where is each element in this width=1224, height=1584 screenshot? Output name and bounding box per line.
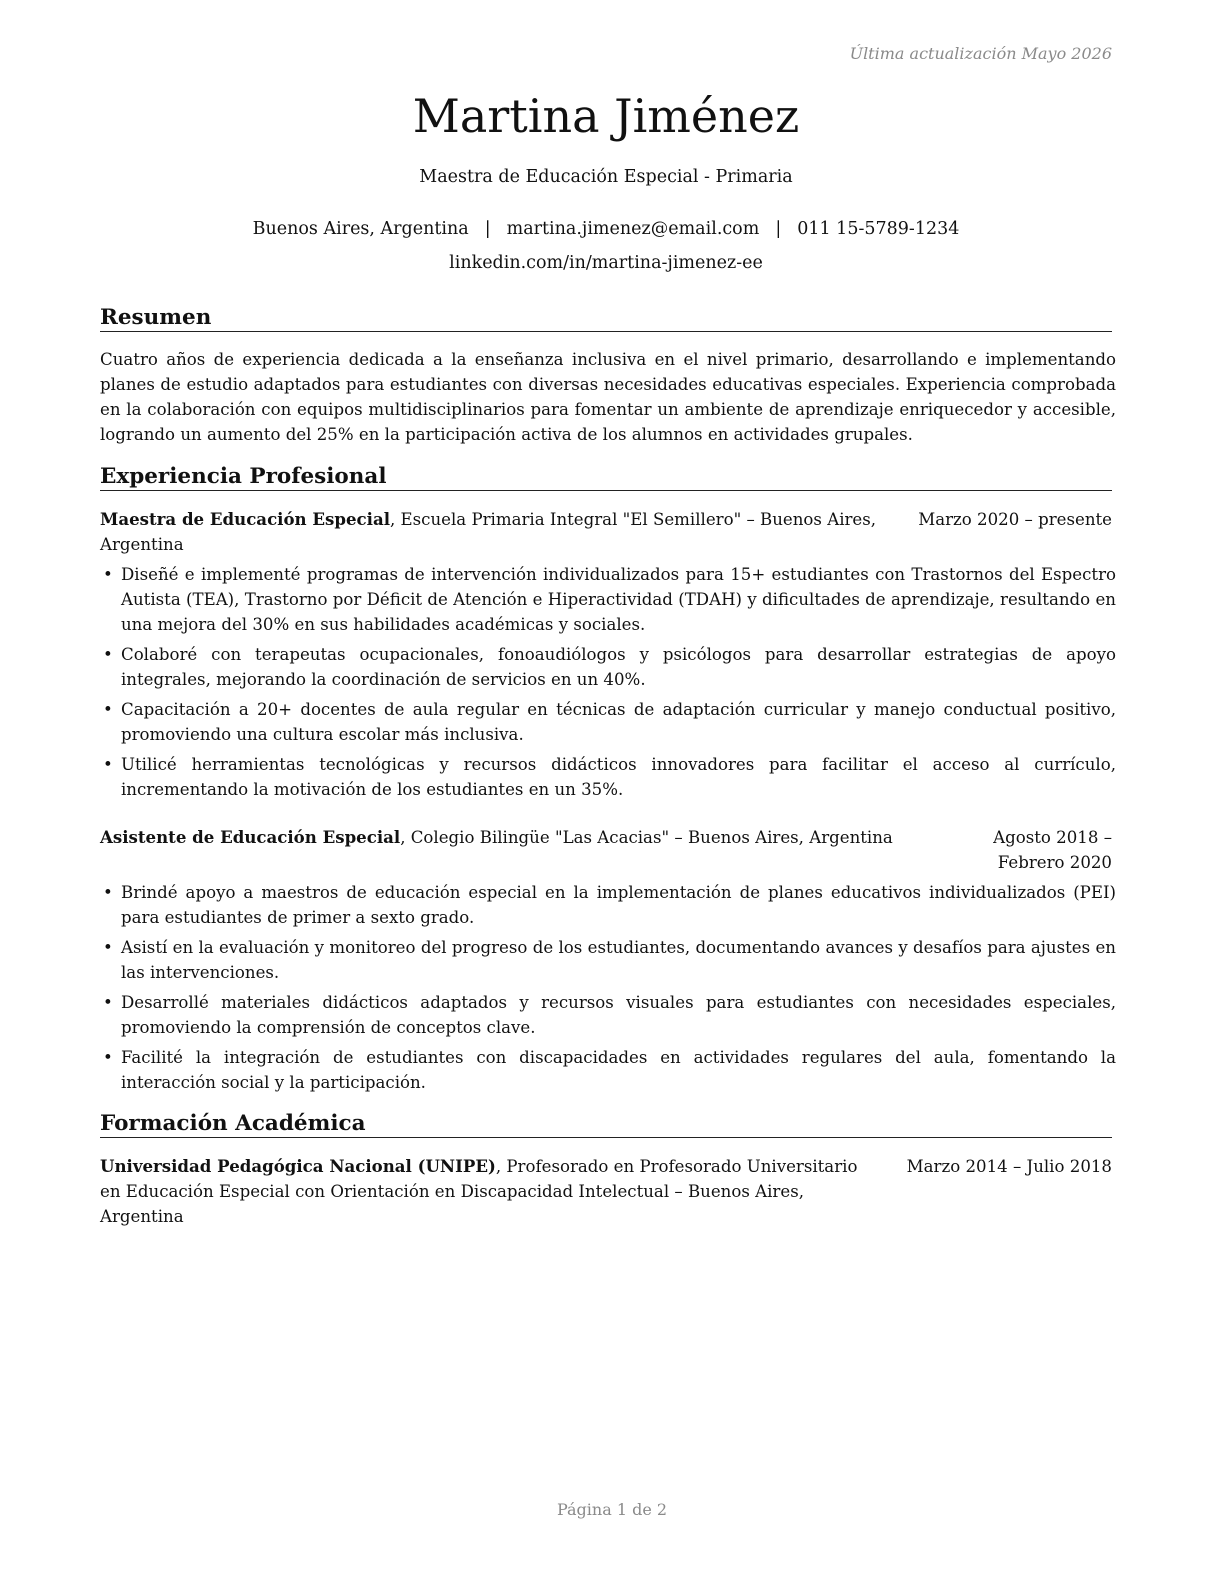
job-header <box>100 825 1112 872</box>
job-bullets <box>100 562 1116 807</box>
bullet-icon: • <box>103 993 113 1012</box>
job-bullets <box>100 880 1116 1100</box>
section-title-education: Formación Académica <box>100 1111 1112 1138</box>
list-item: • Asistí en la evaluación y monitoreo del progreso de los estudiantes, documentando avances y desafíos para ajustes en las intervenciones. <box>100 935 1116 985</box>
job-header <box>100 507 1112 557</box>
job-dates: Agosto 2018 – Febrero 2020 <box>993 828 1112 872</box>
list-item: • Facilité la integración de estudiantes con discapacidades en actividades regulares del aula, fomentando la interacción social y la participación. <box>100 1045 1116 1095</box>
list-item: • Colaboré con terapeutas ocupacionales, fonoaudiólogos y psicólogos para desarrollar estrategias de apoyo integrales, mejorando la coordinación de servicios en un 40%. <box>100 642 1116 692</box>
job-org: , Escuela Primaria Integral "El Semillero" – Buenos Aires, Argentina <box>100 510 877 554</box>
bullet-icon: • <box>103 645 113 664</box>
location: Buenos Aires, Argentina <box>252 219 469 239</box>
list-item: • Desarrollé materiales didácticos adaptados y recursos visuales para estudiantes con necesidades especiales, promoviendo la comprensión de conceptos clave. <box>100 990 1116 1040</box>
bullet-icon: • <box>103 1048 113 1067</box>
last-updated: Última actualización Mayo 2026 <box>849 44 1112 63</box>
phone: 011 15-5789-1234 <box>797 219 960 239</box>
bullet-icon: • <box>103 938 113 957</box>
summary-text: Cuatro años de experiencia dedicada a la enseñanza inclusiva en el nivel primario, desarrollando e implementando planes de estudio adaptados para estudiantes con diversas necesidades educativas especiales. Experiencia comprobada en la colaboración con equipos multidisciplinarios para fomentar un ambiente de aprendizaje enriquecedor y accesible, logrando un aumento del 25% en la participación activa de los alumnos en actividades grupales. <box>100 350 1116 444</box>
bullet-icon: • <box>103 755 113 774</box>
page-number: Página 1 de 2 <box>556 1500 668 1519</box>
email-link[interactable]: martina.jimenez@email.com <box>506 219 760 239</box>
contact-line <box>100 219 1112 239</box>
bullet-icon: • <box>103 883 113 902</box>
job-role: Maestra de Educación Especial <box>100 509 390 529</box>
job-org: , Colegio Bilingüe "Las Acacias" – Buenos Aires, Argentina <box>400 828 893 847</box>
bullet-icon: • <box>103 700 113 719</box>
candidate-name: Martina Jiménez <box>412 89 800 143</box>
education-dates: Marzo 2014 – Julio 2018 <box>906 1157 1112 1176</box>
separator: | <box>775 219 782 239</box>
separator: | <box>484 219 491 239</box>
degree-detail: , Profesorado en Profesorado Universitario en Educación Especial con Orientación en Discapacidad Intelectual – Buenos Aires, Argentina <box>100 1157 858 1226</box>
job-role: Asistente de Educación Especial <box>100 827 401 847</box>
list-item: • Utilicé herramientas tecnológicas y recursos didácticos innovadores para facilitar el acceso al currículo, incrementando la motivación de los estudiantes en un 35%. <box>100 752 1116 802</box>
list-item: • Brindé apoyo a maestros de educación especial en la implementación de planes educativos individualizados (PEI) para estudiantes de primer a sexto grado. <box>100 880 1116 930</box>
section-title-experience: Experiencia Profesional <box>100 464 1112 491</box>
job-dates: Marzo 2020 – presente <box>918 510 1112 529</box>
list-item: • Diseñé e implementé programas de intervención individualizados para 15+ estudiantes con Trastornos del Espectro Autista (TEA), Trastorno por Déficit de Atención e Hiperactividad (TDAH) y dificultades de aprendizaje, resultando en una mejora del 30% en sus habilidades académicas y sociales. <box>100 562 1116 637</box>
job-title: Maestra de Educación Especial - Primaria <box>419 167 793 187</box>
institution: Universidad Pedagógica Nacional (UNIPE) <box>100 1156 496 1176</box>
education-entry <box>100 1154 1112 1229</box>
section-title-summary: Resumen <box>100 305 1112 332</box>
linkedin-link[interactable]: linkedin.com/in/martina-jimenez-ee <box>449 253 763 273</box>
list-item: • Capacitación a 20+ docentes de aula regular en técnicas de adaptación curricular y manejo conductual positivo, promoviendo una cultura escolar más inclusiva. <box>100 697 1116 747</box>
bullet-icon: • <box>103 565 113 584</box>
